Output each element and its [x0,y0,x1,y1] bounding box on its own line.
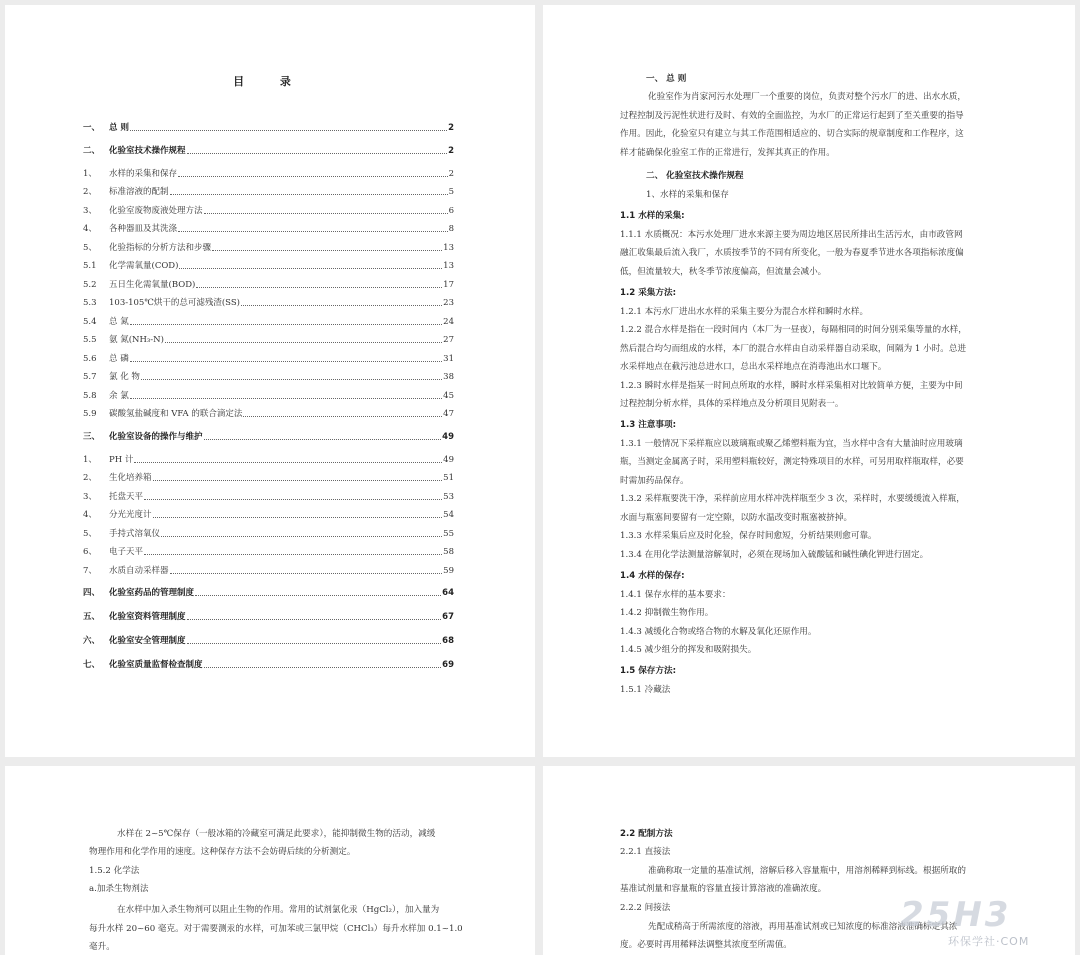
toc-entry-number: 2、 [83,187,97,197]
paragraph-line: 1.5.2 化学法 [89,866,140,876]
toc-dot-leader [243,416,442,417]
toc-entry-number: 1、 [83,455,97,465]
toc-entry-title: 103-105℃烘干的总可滤残渣(SS) [109,298,240,308]
paragraph-line: 低，但流量较大，秋冬季节浓度偏高，但流量会减小。 [620,267,827,277]
toc-entry-number: 4、 [83,510,97,520]
toc-entry[interactable] [83,258,454,272]
toc-entry-title: 化验室资料管理制度 [109,612,186,622]
paragraph-line: 基准试剂量和容量瓶的容量直接计算溶液的准确浓度。 [620,884,827,894]
toc-entry[interactable] [83,429,454,443]
toc-entry-page: 13 [443,243,454,253]
toc-entry-title: 电子天平 [109,547,144,557]
toc-entry[interactable] [83,526,454,540]
toc-entry[interactable] [83,452,454,466]
paragraph-line: 度。必要时再用稀释法调整其浓度至所需值。 [620,940,792,950]
toc-entry-number: 3、 [83,492,97,502]
paragraph-line: 每升水样 20~60 毫克。对于需要测汞的水样，可加苯或三氯甲烷（CHCl₃）每升水样加 0.1~1.0 [89,924,463,934]
toc-entry-page: 69 [442,660,454,670]
toc-dot-leader [165,342,442,343]
toc-dot-leader [153,517,443,518]
paragraph-line: 作用。因此，化验室只有建立与其工作范围相适应的、切合实际的规章制度和工作程序，这 [620,129,964,139]
toc-entry-page: 13 [443,261,454,271]
toc-entry[interactable] [83,240,454,254]
toc-dot-leader [178,176,448,177]
toc-entry[interactable] [83,351,454,365]
toc-entry[interactable] [83,489,454,503]
toc-dot-leader [141,379,442,380]
paragraph-line: 2.2.2 间接法 [620,903,671,913]
paragraph-line: 准确称取一定量的基准试剂，溶解后移入容量瓶中，用溶剂稀释到标线。根据所取的 [648,866,966,876]
toc-entry-page: 2 [448,169,454,179]
toc-dot-leader [161,536,442,537]
toc-entry-title: 各种器皿及其洗涤 [109,224,178,234]
toc-dot-leader [170,194,448,195]
toc-entry-page: 5 [448,187,454,197]
toc-entry-title: 托盘天平 [109,492,144,502]
paragraph-line: 瓶，当测定金属离子时，采用塑料瓶较好，测定特殊项目的水样，可另用取样瓶取样，必要 [620,457,964,467]
toc-entry-number: 5.8 [83,391,97,401]
toc-entry-number: 5.7 [83,372,97,382]
toc-entry[interactable] [83,314,454,328]
toc-entry[interactable] [83,657,454,671]
toc-entry-page: 27 [443,335,454,345]
toc-entry-title: PH 计 [109,455,134,465]
toc-entry-page: 53 [443,492,454,502]
section-heading: 1.2 采集方法: [620,288,677,298]
paragraph-line: 样才能确保化验室工作的正常进行，发挥其真正的作用。 [620,148,835,158]
toc-entry-page: 45 [443,391,454,401]
toc-entry-page: 49 [443,455,454,465]
section-heading: 1.4 水样的保存: [620,571,685,581]
toc-entry-title: 化验室技术操作规程 [109,146,186,156]
toc-entry-number: 五、 [83,612,101,622]
toc-entry-page: 68 [442,636,454,646]
toc-entry[interactable] [83,388,454,402]
toc-entry-page: 49 [442,432,454,442]
toc-dot-leader [130,324,442,325]
toc-entry-page: 24 [443,317,454,327]
paragraph-line: 毫升。 [89,942,115,952]
toc-entry-title: 化验室质量监督检查制度 [109,660,203,670]
toc-entry-page: 55 [443,529,454,539]
paragraph-line: 过程控制及污泥性状进行及时、有效的全面监控，为水厂的正常运行起到了至关重要的指导 [620,111,964,121]
paragraph-line: 水样在 2~5℃保存（一般冰箱的冷藏室可满足此要求），能抑制微生物的活动，减缓 [117,829,436,839]
paragraph-line: 1.3.3 水样采集后应及时化验，保存时间愈短，分析结果则愈可靠。 [620,531,877,541]
toc-dot-leader [130,361,442,362]
toc-entry[interactable] [83,585,454,599]
paragraph-line: 融汇收集最后流入我厂，水质按季节的不同有所变化，一般为春夏季节进水各项指标浓度偏 [620,248,964,258]
toc-entry-number: 5.4 [83,317,97,327]
toc-dot-leader [204,213,448,214]
toc-entry[interactable] [83,277,454,291]
toc-entry[interactable] [83,369,454,383]
toc-entry-title: 生化培养箱 [109,473,152,483]
content-page-2 [543,5,1075,757]
toc-entry-number: 5、 [83,243,97,253]
toc-dot-leader [144,499,442,500]
toc-entry-number: 3、 [83,206,97,216]
toc-entry-title: 碳酸氢盐碱度和 VFA 的联合滴定法 [109,409,243,419]
content-page-3 [5,766,535,955]
toc-entry[interactable] [83,563,454,577]
toc-entry-number: 5.5 [83,335,97,345]
toc-dot-leader [130,130,447,131]
toc-entry[interactable] [83,406,454,420]
toc-dot-leader [241,305,442,306]
toc-entry-page: 38 [443,372,454,382]
toc-entry-number: 1、 [83,169,97,179]
toc-entry-title: 氨 氮(NH₃-N) [109,335,164,345]
toc-entry[interactable] [83,507,454,521]
paragraph-line: 物理作用和化学作用的速度。这种保存方法不会妨碍后续的分析测定。 [89,847,356,857]
toc-entry-page: 17 [443,280,454,290]
toc-entry-number: 一、 [83,123,101,133]
toc-entry[interactable] [83,470,454,484]
toc-entry-number: 4、 [83,224,97,234]
toc-entry-title: 五日生化需氧量(BOD) [109,280,196,290]
watermark-logo: 25H3 [900,895,1012,935]
toc-dot-leader [195,595,441,596]
toc-entry-number: 5.9 [83,409,97,419]
paragraph-line: 1.2.1 本污水厂进出水水样的采集主要分为混合水样和瞬时水样。 [620,307,869,317]
toc-dot-leader [130,398,442,399]
paragraph-line: 水面与瓶塞间要留有一定空隙，以防水温改变时瓶塞被挤掉。 [620,513,853,523]
toc-entry-page: 2 [448,146,454,156]
section-heading: 2.2 配制方法 [620,829,673,839]
toc-entry-page: 8 [448,224,454,234]
toc-entry-page: 58 [443,547,454,557]
toc-entry-title: 化验室药品的管理制度 [109,588,195,598]
toc-entry-page: 67 [442,612,454,622]
paragraph-line: 先配成稍高于所需浓度的溶液，再用基准试剂或已知浓度的标准溶液准确标定其浓 [648,922,958,932]
toc-dot-leader [196,287,442,288]
toc-entry-page: 51 [443,473,454,483]
toc-entry-page: 23 [443,298,454,308]
toc-title: 目 录 [233,75,307,88]
section-heading: 1.5 保存方法: [620,666,677,676]
toc-entry-page: 6 [448,206,454,216]
toc-entry-title: 水质自动采样器 [109,566,169,576]
toc-entry[interactable] [83,609,454,623]
toc-entry[interactable] [83,166,454,180]
toc-entry[interactable] [83,221,454,235]
toc-entry[interactable] [83,203,454,217]
toc-dot-leader [134,462,442,463]
toc-entry[interactable] [83,633,454,647]
toc-entry-page: 64 [442,588,454,598]
paragraph-line: 1.3.1 一般情况下采样瓶应以玻璃瓶或聚乙烯塑料瓶为宜，当水样中含有大量油时应用玻璃 [620,439,963,449]
toc-entry-title: 手持式溶氧仪 [109,529,161,539]
toc-entry-number: 5、 [83,529,97,539]
toc-entry[interactable] [83,332,454,346]
paragraph-line: 1.4.3 减缓化合物或络合物的水解及氧化还原作用。 [620,627,817,637]
toc-entry-page: 47 [443,409,454,419]
toc-entry-number: 二、 [83,146,101,156]
site-watermark [900,895,1075,950]
paragraph-line: 1.4.2 抑制微生物作用。 [620,608,714,618]
toc-dot-leader [178,231,448,232]
toc-dot-leader [212,250,442,251]
paragraph-line: 1.2.3 瞬时水样是指某一时间点所取的水样，瞬时水样采集相对比较简单方便，主要为中间 [620,381,963,391]
toc-entry-number: 7、 [83,566,97,576]
toc-entry-number: 5.6 [83,354,97,364]
paragraph-line: 1.3.4 在用化学法测量溶解氧时，必须在现场加入硫酸锰和碱性碘化钾进行固定。 [620,550,929,560]
toc-entry-number: 6、 [83,547,97,557]
toc-entry-page: 31 [443,354,454,364]
toc-entry-title: 水样的采集和保存 [109,169,178,179]
paragraph-line: 2.2.1 直接法 [620,847,671,857]
paragraph-line: 1.2.2 混合水样是指在一段时间内（本厂为一昼夜），每隔相同的时间分别采集等量的水样， [620,325,967,335]
toc-entry-title: 总 则 [109,123,129,133]
toc-entry-title: 总 氮 [109,317,129,327]
toc-dot-leader [204,439,442,440]
toc-entry-number: 5.3 [83,298,97,308]
toc-entry-page: 54 [443,510,454,520]
toc-dot-leader [187,619,442,620]
paragraph-line: 1.4.1 保存水样的基本要求： [620,590,731,600]
toc-entry-number: 5.2 [83,280,97,290]
toc-dot-leader [204,667,442,668]
paragraph-line: 1.1.1 水质概况：本污水处理厂进水来源主要为周边地区居民所排出生活污水，由市政管网 [620,230,963,240]
paragraph-line: 1.3.2 采样瓶要洗干净，采样前应用水样冲洗样瓶至少 3 次，采样时，水要缓缓流入样瓶， [620,494,965,504]
toc-entry-title: 标准溶液的配制 [109,187,169,197]
section-heading: 1.3 注意事项: [620,420,677,430]
toc-entry-title: 化验室安全管理制度 [109,636,186,646]
paragraph-line: a.加杀生物剂法 [89,884,149,894]
section-heading: 1.1 水样的采集: [620,211,685,221]
toc-entry-page: 2 [448,123,454,133]
toc-entry[interactable] [83,544,454,558]
section-heading: 一、 总 则 [646,74,687,84]
toc-entry-title: 化验指标的分析方法和步骤 [109,243,212,253]
toc-entry-number: 2、 [83,473,97,483]
toc-dot-leader [144,554,442,555]
toc-entry[interactable] [83,184,454,198]
toc-page [5,5,535,757]
paragraph-line: 1.4.5 减少组分的挥发和吸附损失。 [620,645,757,655]
toc-entry-title: 总 磷 [109,354,129,364]
toc-entry[interactable] [83,120,454,134]
paragraph-line: 过程控制分析水样，具体的采样地点及分析项目见附表一。 [620,399,844,409]
toc-entry-number: 5.1 [83,261,97,271]
toc-entry-number: 三、 [83,432,101,442]
paragraph-line: 水采样地点在截污池总进水口，总出水采样地点在消毒池出水口堰下。 [620,362,887,372]
toc-entry-number: 六、 [83,636,101,646]
paragraph-line: 化验室作为肖家河污水处理厂一个重要的岗位，负责对整个污水厂的进、出水水质， [648,92,966,102]
toc-dot-leader [179,268,442,269]
toc-entry-title: 化验室废物废液处理方法 [109,206,203,216]
toc-entry-number: 七、 [83,660,101,670]
toc-dot-leader [187,153,448,154]
toc-dot-leader [170,573,443,574]
section-heading: 二、 化验室技术操作规程 [646,171,744,181]
paragraph-line: 在水样中加入杀生物剂可以阻止生物的作用。常用的试剂氯化汞（HgCl₂），加入量为 [117,905,440,915]
toc-entry-number: 四、 [83,588,101,598]
toc-entry[interactable] [83,143,454,157]
toc-entry-title: 分光光度计 [109,510,152,520]
paragraph-line: 1、水样的采集和保存 [646,190,729,200]
toc-entry[interactable] [83,295,454,309]
watermark-text: 环保学社·COM [948,935,1030,948]
toc-entry-title: 余 氯 [109,391,129,401]
toc-entry-title: 氯 化 物 [109,372,140,382]
toc-entry-page: 59 [443,566,454,576]
toc-dot-leader [153,480,443,481]
toc-entry-title: 化学需氧量(COD) [109,261,179,271]
paragraph-line: 然后混合均匀而组成的水样，本厂的混合水样由自动采样器自动采取，间隔为 1 小时。总进 [620,344,967,354]
toc-entry-title: 化验室设备的操作与维护 [109,432,203,442]
toc-dot-leader [187,643,442,644]
paragraph-line: 1.5.1 冷藏法 [620,685,671,695]
paragraph-line: 时需加药品保存。 [620,476,689,486]
